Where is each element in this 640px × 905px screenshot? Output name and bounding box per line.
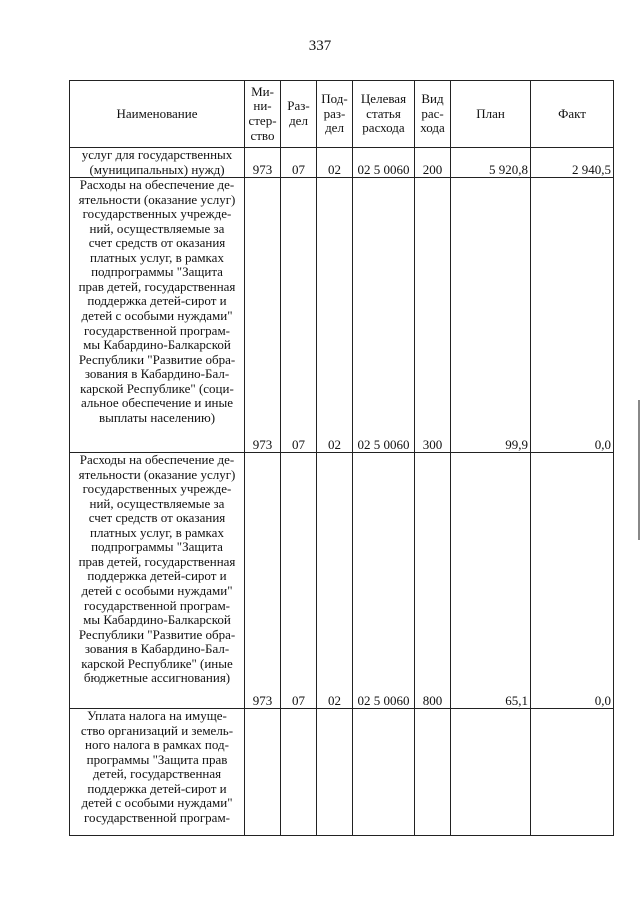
row-subsection: 02 bbox=[317, 453, 353, 709]
row-ministry: 973 bbox=[245, 453, 281, 709]
row-plan: 99,9 bbox=[451, 178, 531, 453]
table-row bbox=[70, 709, 614, 836]
header-section: Раз- дел bbox=[281, 81, 317, 148]
header-row bbox=[70, 81, 614, 148]
row-name: услуг для государственных (муниципальных) нужд) bbox=[70, 148, 245, 178]
table-row bbox=[70, 453, 614, 709]
row-fact bbox=[531, 709, 614, 836]
row-section: 07 bbox=[281, 453, 317, 709]
row-ministry: 973 bbox=[245, 148, 281, 178]
header-target: Целевая статья расхода bbox=[353, 81, 415, 148]
row-name: Расходы на обеспечение де- ятельности (оказание услуг) государственных учрежде- ний, осуществляемые за счет средств от оказания платных услуг, в рамках подпрограммы "Защита прав детей, государственная поддержка детей-сирот и детей с особыми нуждами" государственной програм- мы Кабардино-Балкарской Республики "Развитие обра- зования в Кабардино-Бал- карской Республике" (иные бюджетные ассигнования) bbox=[70, 453, 245, 709]
row-name: Уплата налога на имуще- ство организаций и земель- ного налога в рамках под- программы "Защита прав детей, государственная поддержка детей-сирот и детей с особыми нуждами" государственной програм- bbox=[70, 709, 245, 836]
row-name: Расходы на обеспечение де- ятельности (оказание услуг) государственных учрежде- ний, осуществляемые за счет средств от оказания платных услуг, в рамках подпрограммы "Защита прав детей, государственная поддержка детей-сирот и детей с особыми нуждами" государственной програм- мы Кабардино-Балкарской Республики "Развитие обра- зования в Кабардино-Бал- карской Республике" (соци- альное обеспечение и иные выплаты населению) bbox=[70, 178, 245, 453]
row-subsection: 02 bbox=[317, 148, 353, 178]
row-target: 02 5 0060 bbox=[353, 178, 415, 453]
header-ministry: Ми- ни- стер- ство bbox=[245, 81, 281, 148]
row-plan bbox=[451, 709, 531, 836]
row-type: 300 bbox=[415, 178, 451, 453]
row-target: 02 5 0060 bbox=[353, 148, 415, 178]
row-type: 200 bbox=[415, 148, 451, 178]
row-fact: 2 940,5 bbox=[531, 148, 614, 178]
header-plan: План bbox=[451, 81, 531, 148]
row-ministry: 973 bbox=[245, 178, 281, 453]
row-target bbox=[353, 709, 415, 836]
budget-table bbox=[69, 80, 614, 836]
row-type: 800 bbox=[415, 453, 451, 709]
row-fact: 0,0 bbox=[531, 178, 614, 453]
header-subsection: Под- раз- дел bbox=[317, 81, 353, 148]
row-target: 02 5 0060 bbox=[353, 453, 415, 709]
row-subsection bbox=[317, 709, 353, 836]
table-row bbox=[70, 178, 614, 453]
row-type bbox=[415, 709, 451, 836]
row-section bbox=[281, 709, 317, 836]
row-subsection: 02 bbox=[317, 178, 353, 453]
table-row bbox=[70, 148, 614, 178]
row-plan: 5 920,8 bbox=[451, 148, 531, 178]
header-fact: Факт bbox=[531, 81, 614, 148]
row-ministry bbox=[245, 709, 281, 836]
row-plan: 65,1 bbox=[451, 453, 531, 709]
header-name: Наименование bbox=[70, 81, 245, 148]
header-type: Вид рас- хода bbox=[415, 81, 451, 148]
row-section: 07 bbox=[281, 148, 317, 178]
page-number: 337 bbox=[308, 38, 332, 54]
row-fact: 0,0 bbox=[531, 453, 614, 709]
row-section: 07 bbox=[281, 178, 317, 453]
